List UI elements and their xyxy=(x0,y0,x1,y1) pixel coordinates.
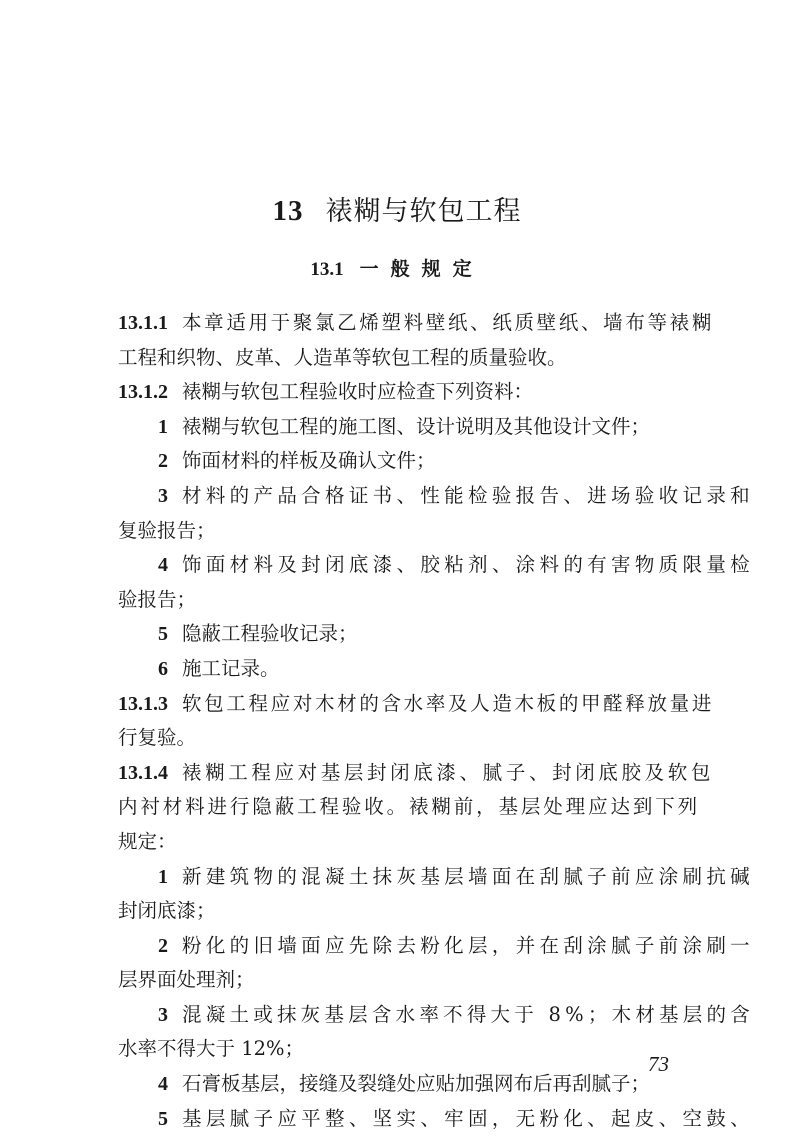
continuation-line xyxy=(118,514,700,549)
list-item-line xyxy=(118,444,700,479)
line-text: 本章适用于聚氯乙烯塑料壁纸、纸质壁纸、墙布等裱糊 xyxy=(182,311,714,334)
continuation-line xyxy=(118,894,700,929)
line-text: 封闭底漆； xyxy=(118,899,216,923)
continuation-line xyxy=(118,1032,700,1067)
clause-number: 13.1.4 xyxy=(118,761,168,784)
item-number: 1 xyxy=(158,865,168,888)
line-text: 层界面处理剂； xyxy=(118,968,255,992)
list-item-line xyxy=(118,617,700,652)
list-item-line xyxy=(118,1102,754,1136)
continuation-line xyxy=(118,790,700,825)
clause-line xyxy=(118,375,700,410)
item-number: 3 xyxy=(158,1003,168,1026)
page-number: 73 xyxy=(648,1052,669,1076)
line-text: 裱糊与软包工程验收时应检查下列资料： xyxy=(182,380,534,404)
section-title-text: 一般规定 xyxy=(359,258,484,280)
section-title xyxy=(0,254,794,285)
clause-line xyxy=(118,756,714,791)
chapter-number: 13 xyxy=(272,195,304,227)
list-item-line xyxy=(118,410,700,445)
line-text: 规定： xyxy=(118,829,177,853)
list-item-line xyxy=(118,998,754,1033)
item-number: 4 xyxy=(158,554,168,577)
line-text: 验报告； xyxy=(118,587,197,611)
item-number: 2 xyxy=(158,450,168,473)
item-number: 5 xyxy=(158,623,168,646)
clause-number: 13.1.1 xyxy=(118,312,168,334)
line-text: 裱糊与软包工程的施工图、设计说明及其他设计文件； xyxy=(182,414,651,438)
line-text: 施工记录。 xyxy=(182,656,280,680)
list-item-line xyxy=(118,1067,700,1102)
list-item-line xyxy=(118,652,700,687)
chapter-title xyxy=(0,191,794,232)
clause-number: 13.1.3 xyxy=(118,692,168,715)
section-number: 13.1 xyxy=(310,259,344,280)
clause-line xyxy=(118,306,714,341)
list-item-line xyxy=(118,860,754,895)
clause-number: 13.1.2 xyxy=(118,381,168,404)
item-number: 3 xyxy=(158,484,168,507)
line-text: 饰面材料及封闭底漆、胶粘剂、涂料的有害物质限量检 xyxy=(182,553,754,577)
line-text: 粉化的旧墙面应先除去粉化层，并在刮涂腻子前涂刷一 xyxy=(182,933,754,957)
continuation-line xyxy=(118,825,700,860)
line-text: 工程和织物、皮革、人造革等软包工程的质量验收。 xyxy=(118,345,567,369)
document-body xyxy=(118,306,754,1136)
item-number: 1 xyxy=(158,415,168,438)
item-number: 6 xyxy=(158,657,168,680)
line-text: 饰面材料的样板及确认文件； xyxy=(182,449,436,473)
item-number: 2 xyxy=(158,934,168,957)
chapter-title-text: 裱糊与软包工程 xyxy=(325,196,522,227)
line-text: 新建筑物的混凝土抹灰基层墙面在刮腻子前应涂刷抗碱 xyxy=(182,864,754,888)
line-text: 石膏板基层，接缝及裂缝处应贴加强网布后再刮腻子； xyxy=(182,1072,651,1096)
line-text: 内衬材料进行隐蔽工程验收。裱糊前，基层处理应达到下列 xyxy=(118,795,700,819)
continuation-line xyxy=(118,721,700,756)
list-item-line xyxy=(118,929,754,964)
line-text: 软包工程应对木材的含水率及人造木板的甲醛释放量进 xyxy=(182,691,714,715)
list-item-line xyxy=(118,479,754,514)
list-item-line xyxy=(118,548,754,583)
line-text: 隐蔽工程验收记录； xyxy=(182,622,358,646)
line-text: 裱糊工程应对基层封闭底漆、腻子、封闭底胶及软包 xyxy=(182,760,714,784)
line-text: 复验报告； xyxy=(118,518,216,542)
line-text: 基层腻子应平整、坚实、牢固，无粉化、起皮、空鼓、 xyxy=(182,1106,754,1130)
continuation-line xyxy=(118,583,700,618)
item-number: 5 xyxy=(158,1107,168,1130)
continuation-line xyxy=(118,963,700,998)
item-number: 4 xyxy=(158,1073,168,1096)
line-text: 混凝土或抹灰基层含水率不得大于 8%；木材基层的含 xyxy=(182,1002,754,1026)
line-text: 行复验。 xyxy=(118,726,197,750)
clause-line xyxy=(118,687,714,722)
continuation-line xyxy=(118,341,700,376)
line-text: 材料的产品合格证书、性能检验报告、进场验收记录和 xyxy=(182,483,754,507)
line-text: 水率不得大于 12%； xyxy=(118,1037,305,1061)
